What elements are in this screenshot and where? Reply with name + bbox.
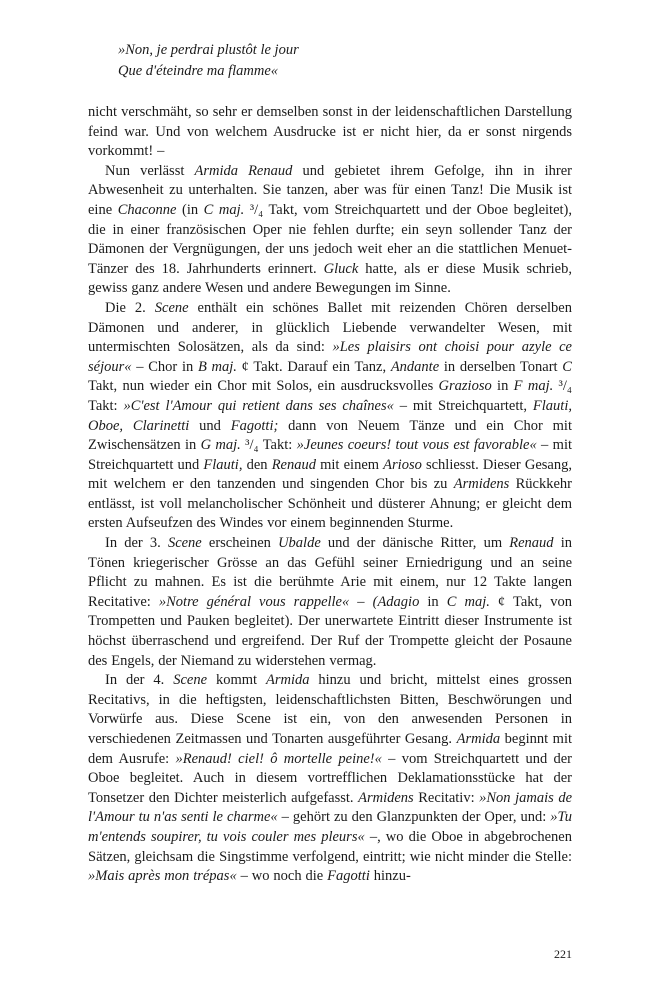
paragraph: In der 4. Scene kommt Armida hinzu und bricht, mittelst eines grossen Recitativs, in die heftigsten, leidenschaftlichsten Bitten, Beschwörungen und Vorwürfe aus. Diese Scene ist ein, von den anwesenden Personen in verschiedenen Zeitmassen und Tonarten ausgeführter Gesang. Armida beginnt mit dem Ausrufe: »Renaud! ciel! ô mortelle peine!« – vom Streichquartett und der Oboe begleitet. Auch in diesem vortrefflichen Deklamationsstücke hat der Tonsetzer den Dichter meisterlich aufgefasst. Armidens Recitativ: »Non jamais de l'Amour tu n'as senti le charme« – gehört zu den Glanzpunkten der Oper, und: »Tu m'entends soupirer, tu vois couler mes pleurs« –, wo die Oboe in abgebrochenen Sätzen, gleichsam die Singstimme verfolgend, eintritt; wie nicht minder die Stelle: »Mais après mon trépas« – wo noch die Fagotti hinzu- xyxy=(88,672,573,885)
epigraph-line: Que d'éteindre ma flamme« xyxy=(118,63,279,79)
epigraph xyxy=(118,40,572,82)
body-text xyxy=(88,103,572,887)
paragraph: Nun verlässt Armida Renaud und gebietet ihrem Gefolge, ihn in ihrer Abwesenheit zu unterhalten. Sie tanzen, aber was für einen Tanz! Die Musik ist eine Chaconne (in C maj. ³/₄ Takt, vom Streichquartett und der Oboe begleitet), die in einer französischen Oper nie fehlen durfte; ein seyn sollender Tanz der Dämonen der Vergnügungen, der uns jedoch weit eher an die stattlichen Menuet-Tänzer des 18. Jahrhunderts erinnert. Gluck hatte, als er diese Musik schrieb, gewiss ganz andere Wesen und andere Bewegungen im Sinne. xyxy=(88,162,572,297)
page-number: 221 xyxy=(554,947,572,961)
epigraph-line: »Non, je perdrai plustôt le jour xyxy=(118,42,299,58)
paragraph: Die 2. Scene enthält ein schönes Ballet mit reizenden Chören derselben Dämonen und anderer, in glücklich Liebende verwandelter Wesen, mit untermischten Solosätzen, als da sind: »Les plaisirs ont choisi pour azyle ce séjour« – Chor in B maj. ¢ Takt. Darauf ein Tanz, Andante in derselben Tonart C Takt, nun wieder ein Chor mit Solos, ein ausdrucksvolles Grazioso in F maj. ³/₄ Takt: »C'est l'Amour qui retient dans ses chaînes« – mit Streichquartett, Flauti, Oboe, Clarinetti und Fagotti; dann von Neuem Tänze und ein Chor mit Zwischensätzen in G maj. ³/₄ Takt: »Jeunes coeurs! tout vous est favorable« – mit Streichquartett und Flauti, den Renaud mit einem Arioso schliesst. Dieser Gesang, mit welchem er den tanzenden und singenden Chor bis zu Armidens Rückkehr entlässt, ist voll melancholischer Schönheit und düsterer Ahnung; er gleicht dem ersten Aufseufzen des Windes vor einem beginnenden Sturme. xyxy=(88,299,573,532)
paragraph: nicht verschmäht, so sehr er demselben sonst in der leidenschaftlichen Darstellung feind war. Und von welchem Ausdrucke ist er nicht hier, da er sonst nirgends vorkommt! – xyxy=(88,104,572,160)
paragraph: In der 3. Scene erscheinen Ubalde und der dänische Ritter, um Renaud in Tönen kriegerischer Grösse an das Gefühl seiner Erniedrigung und an seine Pflicht zu mahnen. Es ist die berühmte Arie mit einem, nur 12 Takte langen Recitative: »Notre général vous rappelle« – (Adagio in C maj. ¢ Takt, von Trompetten und Pauken begleitet). Der unerwartete Eintritt dieser Instrumente ist höchst überraschend und ergreifend. Der Ruf der Trompette gleicht der Posaune des Engels, der Niemand zu widerstehen vermag. xyxy=(88,535,572,669)
